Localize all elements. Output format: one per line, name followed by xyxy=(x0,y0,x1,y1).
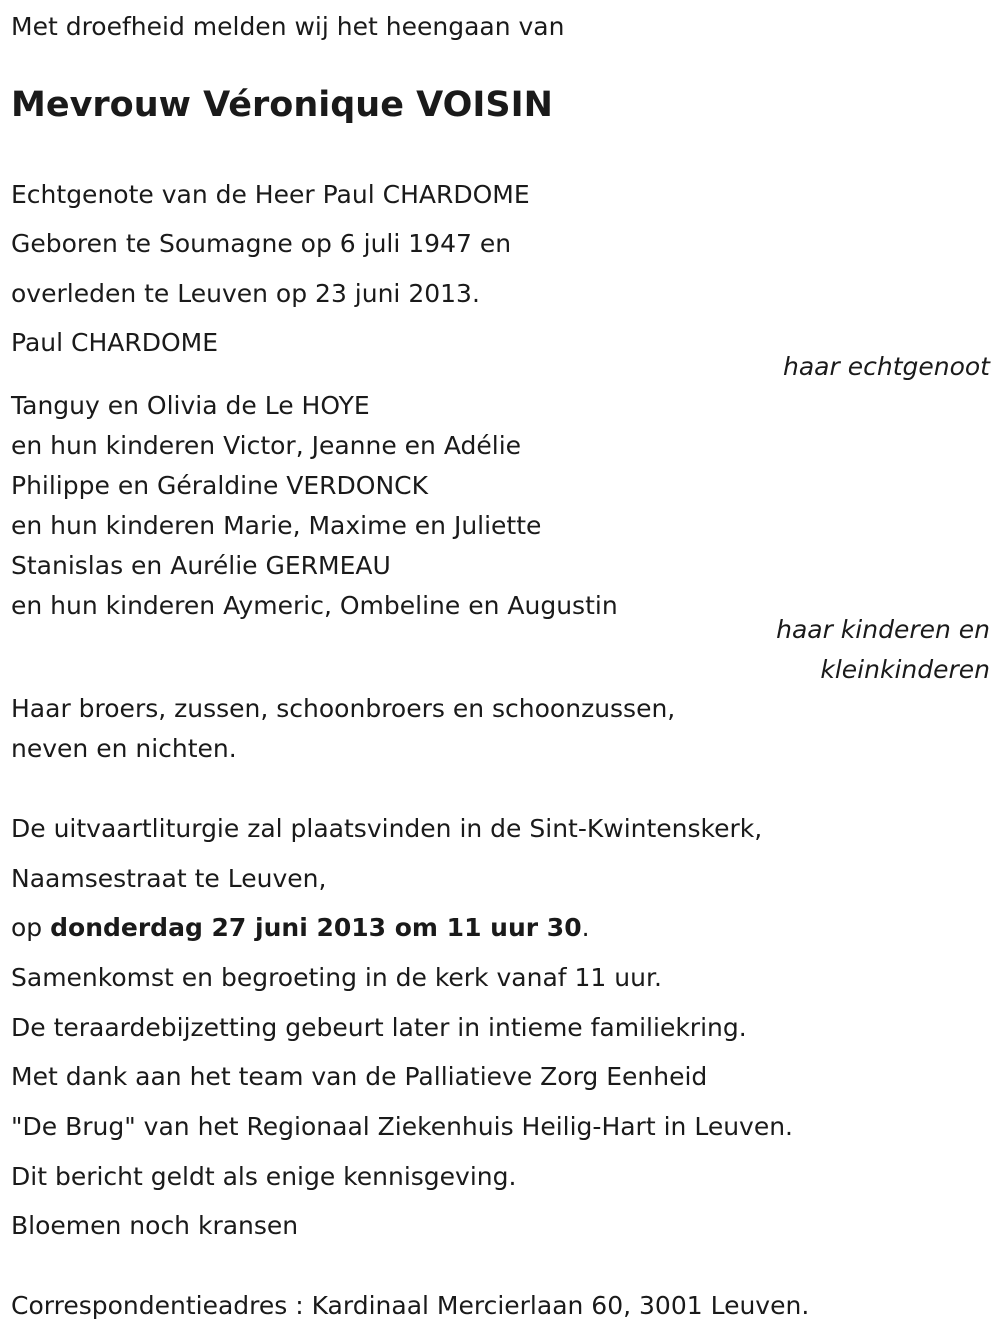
correspondence-address: Correspondentieadres : Kardinaal Mercierlaan 60, 3001 Leuven. xyxy=(11,1291,810,1320)
deceased-name: Mevrouw Véronique VOISIN xyxy=(11,85,553,125)
family-line: Haar broers, zussen, schoonbroers en schoonzussen, xyxy=(11,694,676,723)
funeral-date-bold: donderdag 27 juni 2013 om 11 uur 30 xyxy=(50,913,582,942)
child-line: en hun kinderen Aymeric, Ombeline en Augustin xyxy=(11,591,618,620)
spouse-detail: Echtgenote van de Heer Paul CHARDOME xyxy=(11,180,530,209)
child-line: en hun kinderen Marie, Maxime en Juliette xyxy=(11,511,542,540)
thanks-line2: "De Brug" van het Regionaal Ziekenhuis Heilig-Hart in Leuven. xyxy=(11,1112,794,1141)
spouse-name: Paul CHARDOME xyxy=(11,328,219,357)
children-relation-line2: kleinkinderen xyxy=(820,655,990,684)
funeral-street: Naamsestraat te Leuven, xyxy=(11,864,327,893)
child-line: en hun kinderen Victor, Jeanne en Adélie xyxy=(11,431,522,460)
child-line: Philippe en Géraldine VERDONCK xyxy=(11,471,429,500)
notice-text: Dit bericht geldt als enige kennisgeving. xyxy=(11,1162,517,1191)
gathering-text: Samenkomst en begroeting in de kerk vanaf 11 uur. xyxy=(11,963,662,992)
death-detail: overleden te Leuven op 23 juni 2013. xyxy=(11,279,480,308)
flowers-text: Bloemen noch kransen xyxy=(11,1211,299,1240)
spouse-relation: haar echtgenoot xyxy=(783,352,990,381)
thanks-line1: Met dank aan het team van de Palliatieve Zorg Eenheid xyxy=(11,1062,708,1091)
funeral-date-suffix: . xyxy=(581,913,590,942)
funeral-date xyxy=(11,915,590,940)
funeral-date-prefix: op xyxy=(11,913,51,942)
birth-detail: Geboren te Soumagne op 6 juli 1947 en xyxy=(11,229,512,258)
family-line: neven en nichten. xyxy=(11,734,237,763)
burial-text: De teraardebijzetting gebeurt later in intieme familiekring. xyxy=(11,1013,747,1042)
child-line: Stanislas en Aurélie GERMEAU xyxy=(11,551,391,580)
intro-text: Met droefheid melden wij het heengaan van xyxy=(11,12,565,41)
child-line: Tanguy en Olivia de Le HOYE xyxy=(11,391,370,420)
funeral-location: De uitvaartliturgie zal plaatsvinden in de Sint-Kwintenskerk, xyxy=(11,814,763,843)
children-relation-line1: haar kinderen en xyxy=(776,615,990,644)
